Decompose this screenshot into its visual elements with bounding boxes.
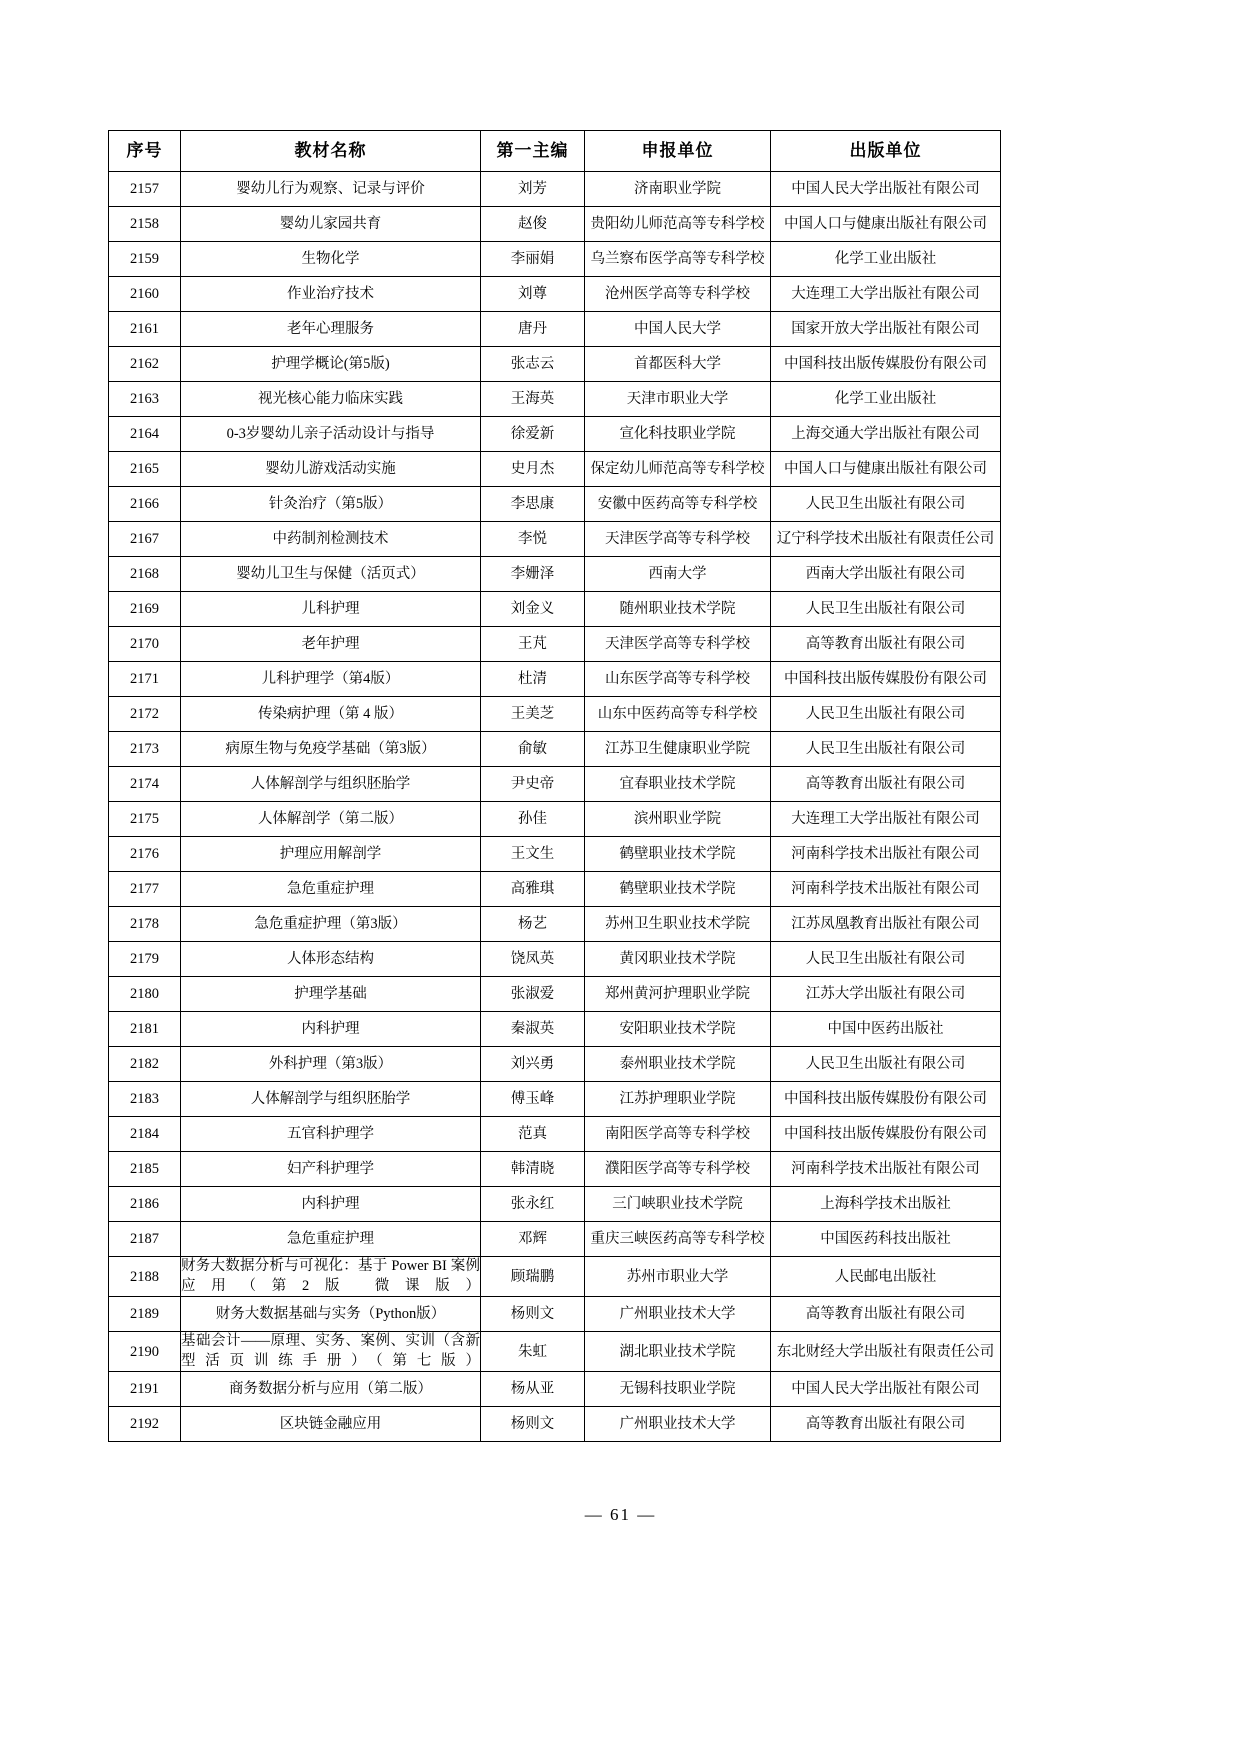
- cell-editor: 刘芳: [481, 172, 585, 207]
- cell-apply-unit: 重庆三峡医药高等专科学校: [585, 1222, 771, 1257]
- cell-seq: 2187: [109, 1222, 181, 1257]
- cell-publisher: 化学工业出版社: [771, 242, 1001, 277]
- cell-name: 急危重症护理: [181, 1222, 481, 1257]
- cell-seq: 2172: [109, 697, 181, 732]
- cell-publisher: 人民卫生出版社有限公司: [771, 487, 1001, 522]
- cell-publisher: 人民邮电出版社: [771, 1257, 1001, 1297]
- cell-seq: 2171: [109, 662, 181, 697]
- cell-seq: 2170: [109, 627, 181, 662]
- cell-publisher: 国家开放大学出版社有限公司: [771, 312, 1001, 347]
- cell-name: 外科护理（第3版）: [181, 1047, 481, 1082]
- cell-editor: 韩清晓: [481, 1152, 585, 1187]
- cell-seq: 2165: [109, 452, 181, 487]
- cell-publisher: 辽宁科学技术出版社有限责任公司: [771, 522, 1001, 557]
- table-row: [109, 522, 1001, 557]
- table-row: [109, 1332, 1001, 1372]
- cell-editor: 张淑爱: [481, 977, 585, 1012]
- cell-editor: 张永红: [481, 1187, 585, 1222]
- cell-editor: 王文生: [481, 837, 585, 872]
- cell-name: 护理学基础: [181, 977, 481, 1012]
- cell-seq: 2162: [109, 347, 181, 382]
- cell-editor: 尹史帝: [481, 767, 585, 802]
- cell-apply-unit: 宣化科技职业学院: [585, 417, 771, 452]
- cell-apply-unit: 山东中医药高等专科学校: [585, 697, 771, 732]
- cell-seq: 2166: [109, 487, 181, 522]
- table-row: [109, 242, 1001, 277]
- cell-apply-unit: 江苏护理职业学院: [585, 1082, 771, 1117]
- cell-editor: 李悦: [481, 522, 585, 557]
- table-row: [109, 487, 1001, 522]
- table-body: [109, 172, 1001, 1442]
- cell-apply-unit: 苏州卫生职业技术学院: [585, 907, 771, 942]
- cell-apply-unit: 鹤壁职业技术学院: [585, 872, 771, 907]
- cell-apply-unit: 泰州职业技术学院: [585, 1047, 771, 1082]
- page-number: — 61 —: [584, 1505, 657, 1524]
- cell-editor: 杜清: [481, 662, 585, 697]
- table-row: [109, 697, 1001, 732]
- cell-editor: 王芃: [481, 627, 585, 662]
- cell-publisher: 东北财经大学出版社有限责任公司: [771, 1332, 1001, 1372]
- cell-publisher: 河南科学技术出版社有限公司: [771, 1152, 1001, 1187]
- table-row: [109, 417, 1001, 452]
- cell-name: 财务大数据基础与实务（Python版）: [181, 1297, 481, 1332]
- cell-name: 儿科护理: [181, 592, 481, 627]
- table-header-row: [109, 131, 1001, 172]
- cell-name: 人体解剖学与组织胚胎学: [181, 1082, 481, 1117]
- cell-publisher: 高等教育出版社有限公司: [771, 1297, 1001, 1332]
- cell-name: 五官科护理学: [181, 1117, 481, 1152]
- cell-seq: 2180: [109, 977, 181, 1012]
- cell-editor: 顾瑞鹏: [481, 1257, 585, 1297]
- table-row: [109, 907, 1001, 942]
- cell-editor: 唐丹: [481, 312, 585, 347]
- table-row: [109, 1117, 1001, 1152]
- cell-seq: 2176: [109, 837, 181, 872]
- cell-name: 护理应用解剖学: [181, 837, 481, 872]
- cell-publisher: 河南科学技术出版社有限公司: [771, 837, 1001, 872]
- cell-seq: 2163: [109, 382, 181, 417]
- cell-editor: 徐爱新: [481, 417, 585, 452]
- cell-apply-unit: 贵阳幼儿师范高等专科学校: [585, 207, 771, 242]
- cell-name: 传染病护理（第 4 版）: [181, 697, 481, 732]
- cell-editor: 朱虹: [481, 1332, 585, 1372]
- table-row: [109, 382, 1001, 417]
- cell-seq: 2157: [109, 172, 181, 207]
- cell-publisher: 江苏凤凰教育出版社有限公司: [771, 907, 1001, 942]
- cell-apply-unit: 广州职业技术大学: [585, 1407, 771, 1442]
- cell-editor: 秦淑英: [481, 1012, 585, 1047]
- table-row: [109, 1297, 1001, 1332]
- cell-apply-unit: 黄冈职业技术学院: [585, 942, 771, 977]
- cell-publisher: 中国科技出版传媒股份有限公司: [771, 1082, 1001, 1117]
- textbook-table-container: [108, 130, 1000, 1442]
- table-row: [109, 977, 1001, 1012]
- cell-editor: 刘金义: [481, 592, 585, 627]
- cell-name: 妇产科护理学: [181, 1152, 481, 1187]
- column-header-publisher: 出版单位: [771, 131, 1001, 172]
- table-header: [109, 131, 1001, 172]
- cell-name: 商务数据分析与应用（第二版）: [181, 1372, 481, 1407]
- cell-editor: 王美芝: [481, 697, 585, 732]
- cell-publisher: 中国人口与健康出版社有限公司: [771, 207, 1001, 242]
- cell-editor: 高雅琪: [481, 872, 585, 907]
- cell-publisher: 大连理工大学出版社有限公司: [771, 802, 1001, 837]
- cell-name: 0-3岁婴幼儿亲子活动设计与指导: [181, 417, 481, 452]
- table-row: [109, 1372, 1001, 1407]
- table-row: [109, 1407, 1001, 1442]
- cell-name: 生物化学: [181, 242, 481, 277]
- cell-seq: 2164: [109, 417, 181, 452]
- cell-seq: 2179: [109, 942, 181, 977]
- cell-apply-unit: 江苏卫生健康职业学院: [585, 732, 771, 767]
- cell-publisher: 江苏大学出版社有限公司: [771, 977, 1001, 1012]
- cell-seq: 2191: [109, 1372, 181, 1407]
- cell-editor: 杨从亚: [481, 1372, 585, 1407]
- cell-name: 针灸治疗（第5版）: [181, 487, 481, 522]
- cell-apply-unit: 广州职业技术大学: [585, 1297, 771, 1332]
- cell-apply-unit: 天津市职业大学: [585, 382, 771, 417]
- table-row: [109, 732, 1001, 767]
- cell-apply-unit: 南阳医学高等专科学校: [585, 1117, 771, 1152]
- cell-editor: 范真: [481, 1117, 585, 1152]
- cell-publisher: 中国科技出版传媒股份有限公司: [771, 1117, 1001, 1152]
- cell-apply-unit: 保定幼儿师范高等专科学校: [585, 452, 771, 487]
- cell-name: 内科护理: [181, 1187, 481, 1222]
- cell-publisher: 中国科技出版传媒股份有限公司: [771, 347, 1001, 382]
- cell-publisher: 高等教育出版社有限公司: [771, 627, 1001, 662]
- cell-publisher: 中国人民大学出版社有限公司: [771, 1372, 1001, 1407]
- cell-apply-unit: 天津医学高等专科学校: [585, 627, 771, 662]
- cell-name: 基础会计——原理、实务、案例、实训（含新型活页训练手册）（第七版）: [181, 1332, 481, 1372]
- cell-name: 人体形态结构: [181, 942, 481, 977]
- table-row: [109, 1257, 1001, 1297]
- cell-seq: 2167: [109, 522, 181, 557]
- cell-apply-unit: 滨州职业学院: [585, 802, 771, 837]
- table-row: [109, 207, 1001, 242]
- table-row: [109, 662, 1001, 697]
- cell-publisher: 中国科技出版传媒股份有限公司: [771, 662, 1001, 697]
- table-row: [109, 1222, 1001, 1257]
- cell-seq: 2192: [109, 1407, 181, 1442]
- textbook-table: [108, 130, 1001, 1442]
- cell-apply-unit: 中国人民大学: [585, 312, 771, 347]
- cell-seq: 2177: [109, 872, 181, 907]
- column-header-name: 教材名称: [181, 131, 481, 172]
- cell-apply-unit: 无锡科技职业学院: [585, 1372, 771, 1407]
- cell-editor: 刘兴勇: [481, 1047, 585, 1082]
- cell-seq: 2185: [109, 1152, 181, 1187]
- cell-name: 护理学概论(第5版): [181, 347, 481, 382]
- cell-editor: 王海英: [481, 382, 585, 417]
- table-row: [109, 802, 1001, 837]
- table-row: [109, 277, 1001, 312]
- table-row: [109, 592, 1001, 627]
- cell-apply-unit: 安阳职业技术学院: [585, 1012, 771, 1047]
- cell-publisher: 化学工业出版社: [771, 382, 1001, 417]
- cell-apply-unit: 山东医学高等专科学校: [585, 662, 771, 697]
- table-row: [109, 1082, 1001, 1117]
- cell-name: 婴幼儿家园共育: [181, 207, 481, 242]
- cell-apply-unit: 济南职业学院: [585, 172, 771, 207]
- cell-apply-unit: 首都医科大学: [585, 347, 771, 382]
- cell-apply-unit: 湖北职业技术学院: [585, 1332, 771, 1372]
- cell-name: 急危重症护理: [181, 872, 481, 907]
- cell-seq: 2183: [109, 1082, 181, 1117]
- table-row: [109, 1012, 1001, 1047]
- cell-seq: 2174: [109, 767, 181, 802]
- table-row: [109, 1187, 1001, 1222]
- cell-seq: 2173: [109, 732, 181, 767]
- table-row: [109, 627, 1001, 662]
- cell-apply-unit: 安徽中医药高等专科学校: [585, 487, 771, 522]
- cell-seq: 2188: [109, 1257, 181, 1297]
- cell-publisher: 中国人民大学出版社有限公司: [771, 172, 1001, 207]
- cell-publisher: 高等教育出版社有限公司: [771, 767, 1001, 802]
- cell-apply-unit: 随州职业技术学院: [585, 592, 771, 627]
- cell-seq: 2184: [109, 1117, 181, 1152]
- cell-apply-unit: 宜春职业技术学院: [585, 767, 771, 802]
- cell-editor: 史月杰: [481, 452, 585, 487]
- cell-editor: 刘尊: [481, 277, 585, 312]
- cell-name: 婴幼儿行为观察、记录与评价: [181, 172, 481, 207]
- cell-publisher: 人民卫生出版社有限公司: [771, 942, 1001, 977]
- cell-name: 老年心理服务: [181, 312, 481, 347]
- cell-apply-unit: 三门峡职业技术学院: [585, 1187, 771, 1222]
- cell-apply-unit: 沧州医学高等专科学校: [585, 277, 771, 312]
- cell-publisher: 大连理工大学出版社有限公司: [771, 277, 1001, 312]
- cell-apply-unit: 濮阳医学高等专科学校: [585, 1152, 771, 1187]
- cell-publisher: 人民卫生出版社有限公司: [771, 1047, 1001, 1082]
- cell-publisher: 人民卫生出版社有限公司: [771, 697, 1001, 732]
- cell-name: 儿科护理学（第4版）: [181, 662, 481, 697]
- cell-apply-unit: 西南大学: [585, 557, 771, 592]
- cell-editor: 杨艺: [481, 907, 585, 942]
- cell-editor: 杨则文: [481, 1297, 585, 1332]
- cell-editor: 饶凤英: [481, 942, 585, 977]
- table-row: [109, 1152, 1001, 1187]
- cell-apply-unit: 郑州黄河护理职业学院: [585, 977, 771, 1012]
- cell-editor: 邓辉: [481, 1222, 585, 1257]
- cell-seq: 2159: [109, 242, 181, 277]
- table-row: [109, 172, 1001, 207]
- cell-publisher: 西南大学出版社有限公司: [771, 557, 1001, 592]
- cell-seq: 2182: [109, 1047, 181, 1082]
- cell-seq: 2158: [109, 207, 181, 242]
- cell-seq: 2161: [109, 312, 181, 347]
- table-row: [109, 942, 1001, 977]
- cell-name: 病原生物与免疫学基础（第3版）: [181, 732, 481, 767]
- cell-publisher: 上海交通大学出版社有限公司: [771, 417, 1001, 452]
- cell-seq: 2175: [109, 802, 181, 837]
- column-header-apply-unit: 申报单位: [585, 131, 771, 172]
- table-row: [109, 312, 1001, 347]
- cell-apply-unit: 苏州市职业大学: [585, 1257, 771, 1297]
- cell-name: 作业治疗技术: [181, 277, 481, 312]
- cell-name: 内科护理: [181, 1012, 481, 1047]
- cell-publisher: 中国中医药出版社: [771, 1012, 1001, 1047]
- table-row: [109, 1047, 1001, 1082]
- cell-seq: 2178: [109, 907, 181, 942]
- cell-name: 老年护理: [181, 627, 481, 662]
- cell-name: 人体解剖学与组织胚胎学: [181, 767, 481, 802]
- cell-publisher: 中国医药科技出版社: [771, 1222, 1001, 1257]
- table-row: [109, 452, 1001, 487]
- cell-editor: 张志云: [481, 347, 585, 382]
- cell-editor: 杨则文: [481, 1407, 585, 1442]
- cell-publisher: 上海科学技术出版社: [771, 1187, 1001, 1222]
- cell-editor: 傅玉峰: [481, 1082, 585, 1117]
- cell-publisher: 人民卫生出版社有限公司: [771, 592, 1001, 627]
- cell-name: 财务大数据分析与可视化：基于 Power BI 案例应用（第2版 微课版）: [181, 1257, 481, 1297]
- cell-editor: 俞敏: [481, 732, 585, 767]
- column-header-seq: 序号: [109, 131, 181, 172]
- cell-seq: 2160: [109, 277, 181, 312]
- table-row: [109, 557, 1001, 592]
- cell-editor: 孙佳: [481, 802, 585, 837]
- cell-publisher: 河南科学技术出版社有限公司: [771, 872, 1001, 907]
- cell-name: 中药制剂检测技术: [181, 522, 481, 557]
- column-header-editor: 第一主编: [481, 131, 585, 172]
- cell-editor: 李姗泽: [481, 557, 585, 592]
- cell-publisher: 高等教育出版社有限公司: [771, 1407, 1001, 1442]
- cell-seq: 2190: [109, 1332, 181, 1372]
- cell-name: 婴幼儿游戏活动实施: [181, 452, 481, 487]
- table-row: [109, 347, 1001, 382]
- table-row: [109, 872, 1001, 907]
- table-row: [109, 767, 1001, 802]
- cell-publisher: 中国人口与健康出版社有限公司: [771, 452, 1001, 487]
- cell-editor: 赵俊: [481, 207, 585, 242]
- cell-apply-unit: 天津医学高等专科学校: [585, 522, 771, 557]
- cell-seq: 2189: [109, 1297, 181, 1332]
- cell-editor: 李思康: [481, 487, 585, 522]
- cell-apply-unit: 乌兰察布医学高等专科学校: [585, 242, 771, 277]
- cell-publisher: 人民卫生出版社有限公司: [771, 732, 1001, 767]
- table-row: [109, 837, 1001, 872]
- cell-name: 婴幼儿卫生与保健（活页式）: [181, 557, 481, 592]
- cell-seq: 2169: [109, 592, 181, 627]
- cell-apply-unit: 鹤壁职业技术学院: [585, 837, 771, 872]
- cell-name: 急危重症护理（第3版）: [181, 907, 481, 942]
- cell-seq: 2168: [109, 557, 181, 592]
- cell-name: 人体解剖学（第二版）: [181, 802, 481, 837]
- cell-seq: 2186: [109, 1187, 181, 1222]
- cell-editor: 李丽娟: [481, 242, 585, 277]
- cell-seq: 2181: [109, 1012, 181, 1047]
- cell-name: 视光核心能力临床实践: [181, 382, 481, 417]
- cell-name: 区块链金融应用: [181, 1407, 481, 1442]
